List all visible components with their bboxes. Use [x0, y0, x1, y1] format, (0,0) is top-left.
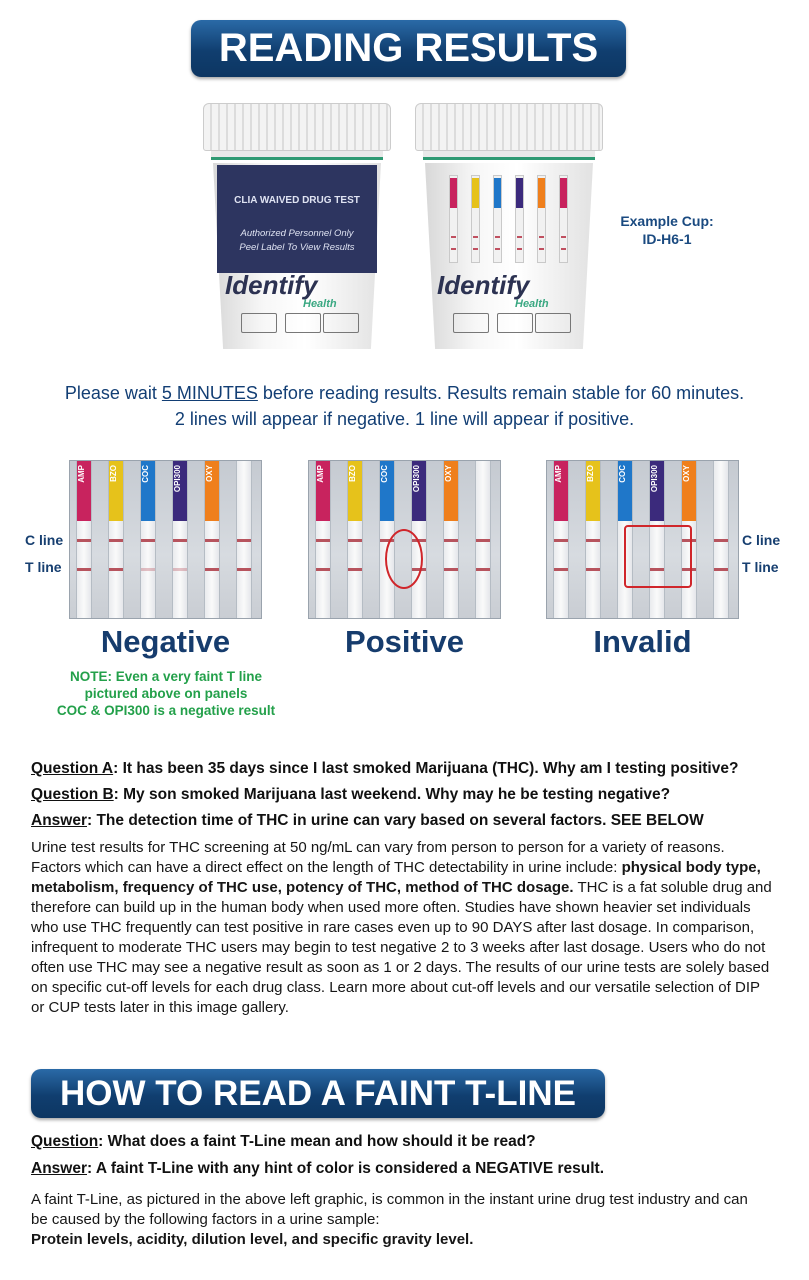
note-line2: pictured above on panels: [84, 686, 248, 701]
test-strip: [236, 461, 252, 619]
wait-instructions: [0, 380, 809, 432]
question-b: [31, 786, 670, 804]
strip-drug-cap: [554, 461, 568, 521]
strip-drug-label: AMP: [316, 465, 325, 483]
strip-drug-label: BZO: [348, 465, 357, 482]
note-line3: COC & OPI300 is a negative result: [56, 703, 276, 718]
c-line-mark: [173, 539, 187, 542]
faint-explanation-paragraph: [31, 1190, 751, 1250]
test-strip: [475, 461, 491, 619]
strip-drug-cap: [141, 461, 155, 521]
c-line-mark: [316, 539, 330, 542]
t-line-mark: [714, 568, 728, 571]
test-strip: [347, 461, 363, 619]
reading-results-banner: READING RESULTS: [191, 20, 626, 77]
test-strip: [76, 461, 92, 619]
strip-drug-label: COC: [618, 465, 627, 483]
note-line1: NOTE: Even a very faint T line: [69, 669, 263, 684]
strip-drug-label: BZO: [109, 465, 118, 482]
strip-drug-cap: [205, 461, 219, 521]
question-faint-label: Question: [31, 1133, 99, 1150]
strip-drug-cap: [682, 461, 696, 521]
answer-thc-text: : The detection time of THC in urine can vary based on several factors. SEE BELOW: [87, 812, 704, 829]
strip-drug-cap: [618, 461, 632, 521]
test-strip: [140, 461, 156, 619]
positive-result-panel: [308, 460, 501, 619]
thc-para-rest: THC is a fat soluble drug and therefore can build up in the human body when used more often. Studies have shown heavier set individuals who use THC frequently can test positive in rare cases even up to 90 DAYS after last dosage. In comparison, infrequent to moderate THC users may begin to test negative 2 to 3 weeks after last dosage. Users who do not often use THC may see a negative result as soon as 1 or 2 days. The results of our urine tests are solely based on specific cut-off levels for each drug class. Learn more about cut-off levels and our versatile selection of DIP or CUP tests later in this image gallery.: [31, 879, 772, 1016]
cup-lid: [415, 103, 603, 151]
question-faint: [31, 1133, 536, 1151]
t-line-mark: [444, 568, 458, 571]
strip-drug-label: OXY: [205, 465, 214, 482]
cup-brand-sub: Health: [303, 298, 337, 310]
c-line-mark: [554, 539, 568, 542]
strip-drug-cap: [586, 461, 600, 521]
t-line-mark: [141, 568, 155, 571]
strip-drug-label: COC: [141, 465, 150, 483]
strip-drug-label: AMP: [554, 465, 563, 483]
cup-peel-label: [217, 165, 377, 273]
question-a-label: Question A: [31, 760, 114, 777]
cup-lid: [203, 103, 391, 151]
cup-brand-logo: Identify: [225, 270, 318, 300]
example-cup-id: ID-H6-1: [642, 231, 692, 247]
invalid-highlight-box: [624, 525, 692, 588]
result-guide-negative-icon: [241, 313, 277, 333]
negative-result-panel: [69, 460, 262, 619]
t-line-mark: [77, 568, 91, 571]
c-line-mark: [476, 539, 490, 542]
answer-thc-label: Answer: [31, 812, 87, 829]
c-line-mark: [141, 539, 155, 542]
thc-para-factors: physical body type, metabolism, frequency of THC use, potency of THC, method of THC dosage.: [31, 859, 761, 896]
t-line-mark: [348, 568, 362, 571]
thc-para-intro: Urine test results for THC screening at 50 ng/mL can vary from person to person for a variety of reasons. Factors which can have a direct effect on the length of THC detectability in urine include:: [31, 839, 725, 876]
c-line-mark: [348, 539, 362, 542]
c-line-mark: [714, 539, 728, 542]
test-strip: [443, 461, 459, 619]
test-strip: [204, 461, 220, 619]
t-line-mark: [316, 568, 330, 571]
result-guide-negative-icon: [453, 313, 489, 333]
strip-drug-cap: [348, 461, 362, 521]
question-b-label: Question B: [31, 786, 114, 803]
t-line-mark: [237, 568, 251, 571]
answer-faint: [31, 1160, 604, 1178]
result-guide-positive-icon: [497, 313, 533, 333]
answer-faint-text: : A faint T-Line with any hint of color is considered a NEGATIVE result.: [87, 1160, 605, 1177]
test-strip: [108, 461, 124, 619]
test-strip: [585, 461, 601, 619]
strip-drug-label: BZO: [586, 465, 595, 482]
c-line-mark: [205, 539, 219, 542]
test-strip: [713, 461, 729, 619]
c-line-label-left: C line: [25, 532, 64, 548]
example-cup-caption: [612, 212, 722, 248]
test-strip: [315, 461, 331, 619]
positive-title: Positive: [345, 624, 464, 659]
strip-drug-label: OPI300: [412, 465, 421, 493]
c-line-label-right: C line: [742, 532, 781, 548]
t-line-mark: [109, 568, 123, 571]
question-a: [31, 760, 738, 778]
test-strip: [172, 461, 188, 619]
test-strip: [553, 461, 569, 619]
answer-faint-label: Answer: [31, 1160, 87, 1177]
thc-explanation-paragraph: [31, 838, 776, 1018]
c-line-mark: [237, 539, 251, 542]
invalid-title: Invalid: [593, 624, 692, 659]
cup-test-strips: [431, 165, 587, 270]
strip-drug-cap: [77, 461, 91, 521]
strip-drug-label: AMP: [77, 465, 86, 483]
cup-seal-ring: [211, 151, 383, 160]
wait-post: before reading results. Results remain stable for 60 minutes.: [257, 383, 745, 403]
cup-labeled-image: [203, 103, 391, 353]
example-cup-label: Example Cup:: [620, 213, 714, 229]
strip-drug-cap: [316, 461, 330, 521]
negative-title: Negative: [100, 624, 231, 659]
cup-seal-ring: [423, 151, 595, 160]
c-line-mark: [586, 539, 600, 542]
cup-label-line1: CLIA WAIVED DRUG TEST: [234, 195, 360, 206]
result-guide-invalid-icon: [323, 313, 359, 333]
t-line-mark: [173, 568, 187, 571]
cup-label-line2: Authorized Personnel Only: [240, 228, 354, 239]
strip-drug-cap: [650, 461, 664, 521]
question-a-text: : It has been 35 days since I last smoked Marijuana (THC). Why am I testing positive?: [113, 760, 739, 777]
wait-pre: Please wait: [64, 383, 162, 403]
c-line-mark: [77, 539, 91, 542]
faint-t-line-banner: HOW TO READ A FAINT T-LINE: [31, 1069, 605, 1118]
strip-drug-label: COC: [380, 465, 389, 483]
strip-drug-cap: [173, 461, 187, 521]
t-line-mark: [205, 568, 219, 571]
cup-unlabeled-image: [415, 103, 603, 353]
positive-highlight-circle: [385, 529, 423, 589]
t-line-label-left: T line: [25, 559, 62, 575]
invalid-result-panel: [546, 460, 739, 619]
strip-drug-cap: [380, 461, 394, 521]
strip-drug-label: OXY: [444, 465, 453, 482]
wait-line2: 2 lines will appear if negative. 1 line will appear if positive.: [174, 409, 635, 429]
faint-para-text: A faint T-Line, as pictured in the above left graphic, is common in the instant urine drug test industry and can be caused by the following factors in a urine sample:: [31, 1191, 748, 1228]
t-line-label-right: T line: [742, 559, 779, 575]
strip-drug-label: OPI300: [173, 465, 182, 493]
t-line-mark: [554, 568, 568, 571]
wait-highlight: 5 MINUTES: [161, 383, 258, 403]
cup-brand-sub: Health: [515, 298, 549, 310]
strip-drug-cap: [109, 461, 123, 521]
cup-label-line3: Peel Label To View Results: [239, 242, 355, 253]
c-line-mark: [444, 539, 458, 542]
cup-brand-logo: Identify: [437, 270, 530, 300]
result-guide-positive-icon: [285, 313, 321, 333]
strip-drug-label: OPI300: [650, 465, 659, 493]
faint-line-note: [36, 668, 296, 719]
t-line-mark: [586, 568, 600, 571]
faint-para-factors: Protein levels, acidity, dilution level, and specific gravity level.: [31, 1231, 474, 1248]
strip-drug-cap: [412, 461, 426, 521]
strip-drug-cap: [444, 461, 458, 521]
question-b-text: : My son smoked Marijuana last weekend. Why may he be testing negative?: [113, 786, 671, 803]
result-guide-invalid-icon: [535, 313, 571, 333]
strip-drug-label: OXY: [682, 465, 691, 482]
answer-thc: [31, 812, 704, 830]
t-line-mark: [476, 568, 490, 571]
question-faint-text: : What does a faint T-Line mean and how should it be read?: [98, 1133, 536, 1150]
wait-line1: [0, 380, 809, 406]
c-line-mark: [109, 539, 123, 542]
